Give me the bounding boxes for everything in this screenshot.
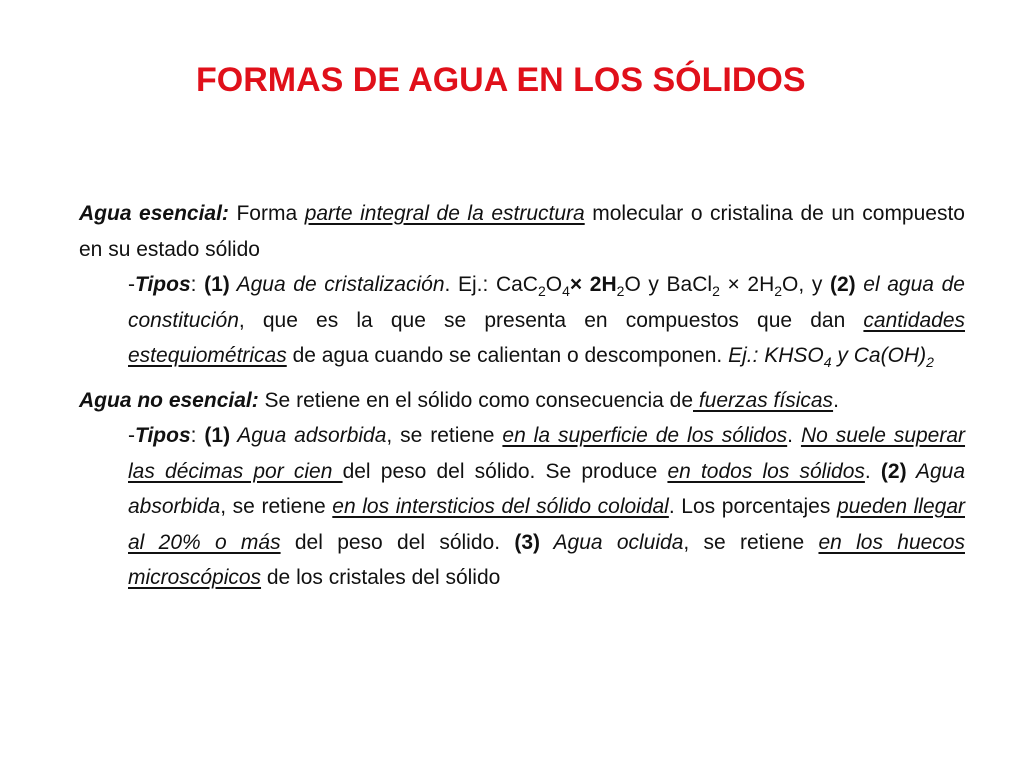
text-run: Se retiene en el sólido como consecuencia de [258,388,693,412]
agua-no-esencial-tipos [128,418,965,596]
item-number: (2) [829,273,856,296]
agua-no-esencial-term: Agua no esencial: [79,388,259,412]
text-run: O, y [782,273,830,296]
text-run: × 2H [719,273,775,296]
subscript: 2 [616,283,625,299]
tipos-label: Tipos [135,273,191,296]
underlined-phrase: en la superficie de los sólidos [502,424,788,447]
agua-esencial-paragraph [79,196,965,267]
text-run: . [833,388,839,412]
type-name: el agua de constitución [128,273,965,332]
text-run: : [190,273,205,296]
underlined-phrase: en todos los sólidos [667,459,865,483]
agua-no-esencial-paragraph [79,383,965,419]
underlined-phrase: cantidades estequiométricas [128,308,965,367]
text-run: , se retiene [386,424,503,447]
text-run: , que es la que se presenta en compuestos que dan [238,308,864,332]
text-run: × 2H [569,273,617,296]
text-run: del peso del sólido. [280,530,515,554]
type-name: Agua ocluida [540,530,684,554]
text-run: , se retiene [220,495,333,518]
text-run: Forma [228,202,305,225]
type-name: Agua adsorbida [230,424,387,447]
slide-body [79,196,965,596]
text-run: de agua cuando se calientan o descomponen. [286,344,729,367]
type-name: Agua absorbida [128,459,965,518]
dash: - [128,273,135,296]
underlined-phrase: No suele superar las décimas por cien [128,424,966,483]
agua-esencial-term: Agua esencial: [79,202,229,225]
underlined-phrase: pueden llegar al 20% o más [128,495,965,554]
subscript: 4 [823,354,832,370]
agua-esencial-tipos [128,267,965,374]
subscript: 2 [926,354,934,370]
example-formula: y Ca(OH) [831,344,927,367]
item-number: (1) [204,273,230,296]
subscript: 2 [774,283,783,299]
example-formula: Ej.: KHSO [728,344,824,367]
spacer [79,374,965,383]
item-number: (3) [514,530,540,554]
text-run: molecular o cristalina de un compuesto en su estado sólido [79,202,965,261]
subscript: 4 [562,283,570,299]
text-run: . Los porcentajes [668,495,837,518]
text-run: O [545,273,563,296]
text-run: del peso del sólido. Se produce [342,459,668,483]
underlined-phrase: en los intersticios del sólido coloidal [332,495,669,518]
slide-title: FORMAS DE AGUA EN LOS SÓLIDOS [196,61,806,99]
item-number: (2) [880,459,907,483]
text-run: de los cristales del sólido [261,566,501,589]
text-run: . [787,424,801,447]
text-run: O y BaCl [624,273,713,296]
text-run: . [864,459,881,483]
item-number: (1) [204,424,231,447]
type-name: Agua de cristalización [229,273,445,296]
text-run: , se retiene [683,530,819,554]
text-run: . Ej.: CaC [444,273,538,296]
underlined-phrase: en los huecos microscópicos [128,530,965,589]
text-run: : [190,424,205,447]
underlined-phrase: fuerzas físicas [693,388,834,412]
tipos-label: Tipos [135,424,191,447]
subscript: 2 [537,283,546,299]
dash: - [128,424,135,447]
underlined-phrase: parte integral de la estructura [304,202,585,225]
subscript: 2 [712,283,720,299]
